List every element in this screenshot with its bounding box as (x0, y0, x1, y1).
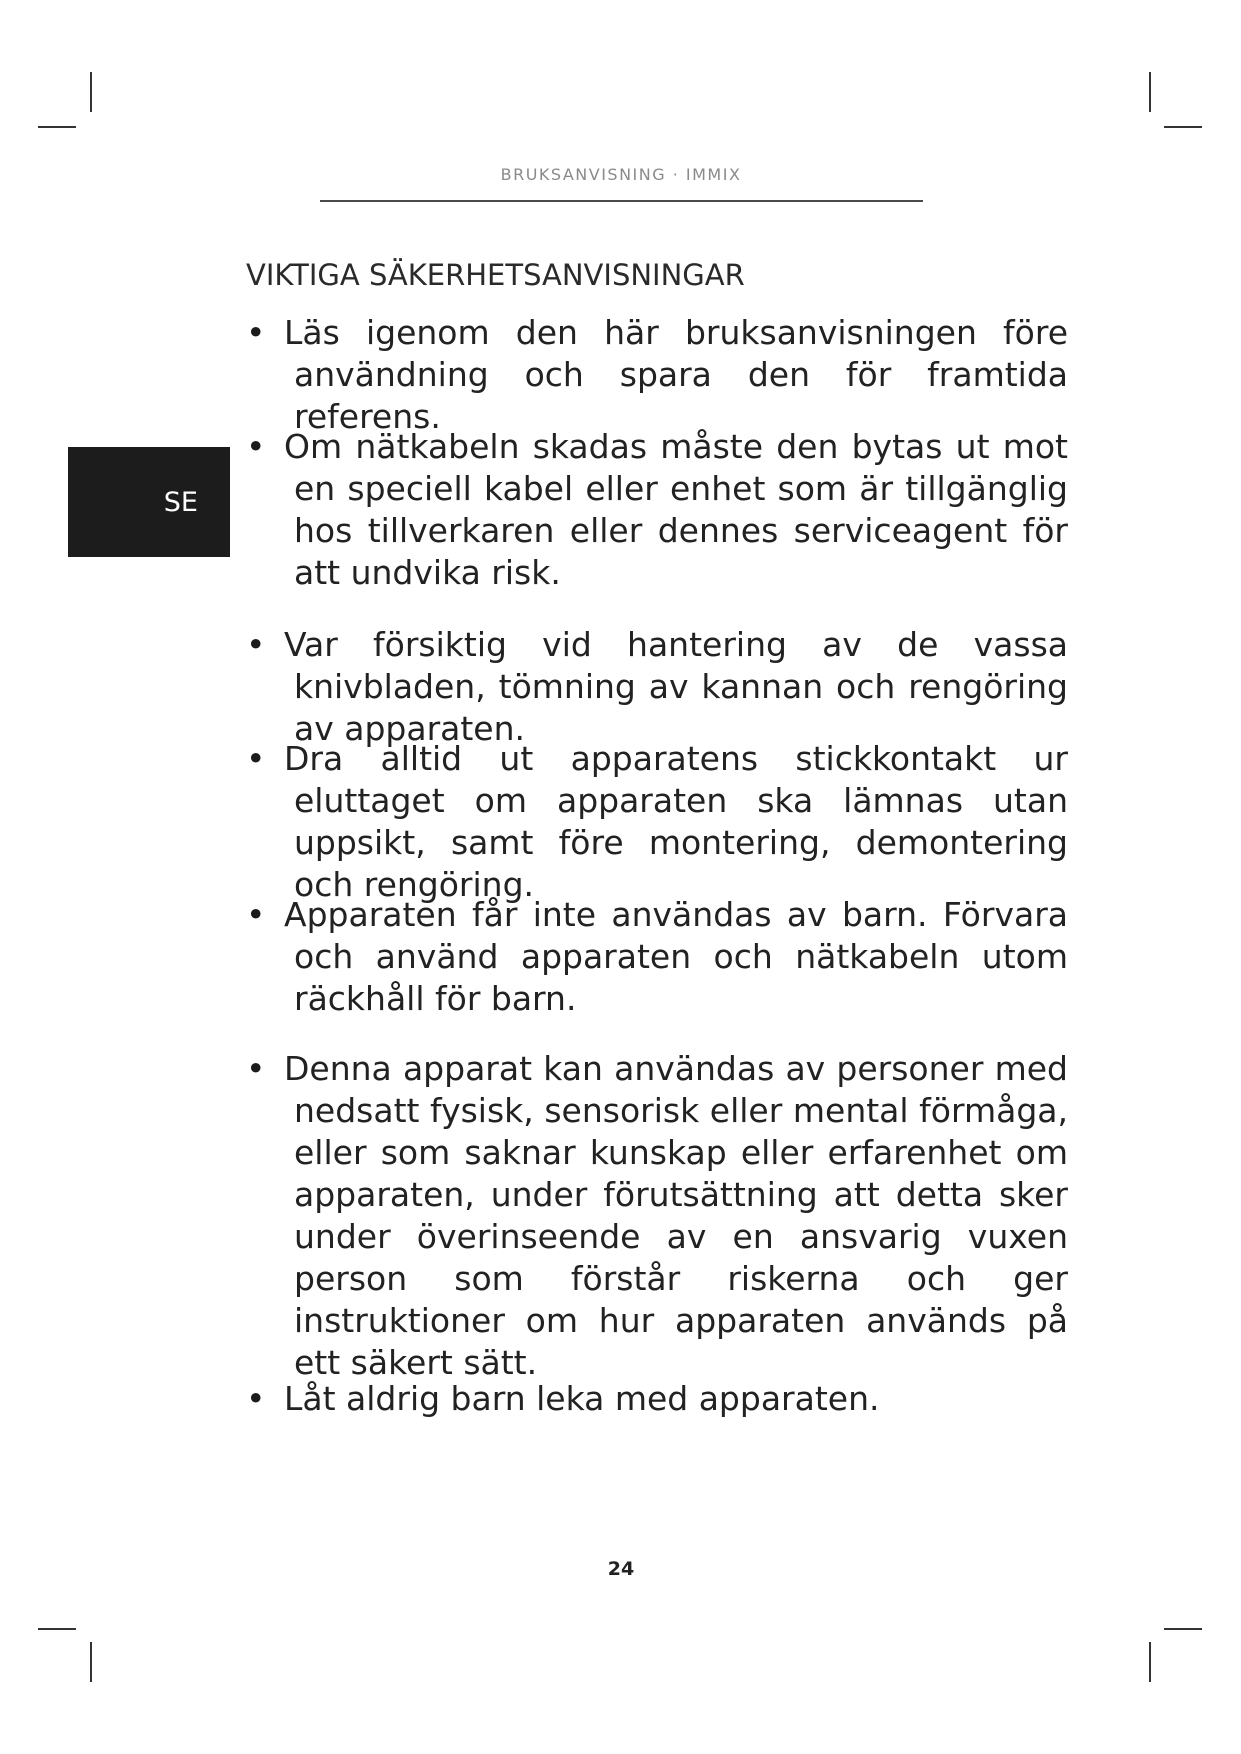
list-item (246, 312, 1068, 438)
crop-mark-bottom-right-horizontal (1164, 1628, 1202, 1630)
list-item (246, 894, 1068, 1020)
list-item (246, 624, 1068, 750)
list-item (246, 426, 1068, 594)
bullet-icon: • (246, 895, 266, 934)
list-item-text: Läs igenom den här bruksanvisningen före användning och spara den för framtida referens. (284, 313, 1068, 436)
crop-mark-bottom-left-vertical (90, 1642, 92, 1682)
list-item (246, 738, 1068, 906)
list-item-text: Apparaten får inte användas av barn. Förvara och använd apparaten och nätkabeln utom räckhåll för barn. (284, 895, 1068, 1018)
list-item-text: Denna apparat kan användas av personer med nedsatt fysisk, sensorisk eller mental förmåga, eller som saknar kunskap eller erfarenhet om apparaten, under förutsättning att detta sker under överinseende av en ansvarig vuxen person som förstår riskerna och ger instruktioner om hur apparaten används på ett säkert sätt. (284, 1049, 1068, 1382)
bullet-icon: • (246, 739, 266, 778)
list-item (246, 1048, 1068, 1384)
list-item-text: Låt aldrig barn leka med apparaten. (284, 1379, 880, 1418)
crop-mark-top-right-vertical (1149, 72, 1151, 112)
list-item-text: Var försiktig vid hantering av de vassa knivbladen, tömning av kannan och rengöring av apparaten. (284, 625, 1068, 748)
section-title: VIKTIGA SÄKERHETSANVISNINGAR (246, 258, 745, 292)
list-item (246, 1378, 1068, 1420)
bullet-icon: • (246, 313, 266, 352)
crop-mark-top-right-horizontal (1164, 126, 1202, 128)
language-tab-label: SE (163, 487, 198, 518)
crop-mark-bottom-right-vertical (1149, 1642, 1151, 1682)
header-divider (320, 200, 923, 202)
bullet-icon: • (246, 625, 266, 664)
bullet-icon: • (246, 1049, 266, 1088)
page-number: 24 (607, 1558, 635, 1580)
bullet-icon: • (246, 1379, 266, 1418)
list-item-text: Dra alltid ut apparatens stickkontakt ur eluttaget om apparaten ska lämnas utan uppsikt, samt före montering, demontering och rengöring. (284, 739, 1068, 904)
crop-mark-bottom-left-horizontal (38, 1628, 76, 1630)
bullet-icon: • (246, 427, 266, 466)
crop-mark-top-left-horizontal (38, 126, 76, 128)
language-tab (68, 447, 230, 557)
crop-mark-top-left-vertical (90, 72, 92, 112)
list-item-text: Om nätkabeln skadas måste den bytas ut mot en speciell kabel eller enhet som är tillgänglig hos tillverkaren eller dennes serviceagent för att undvika risk. (284, 427, 1068, 592)
running-header: BRUKSANVISNING · IMMIX (500, 165, 742, 184)
